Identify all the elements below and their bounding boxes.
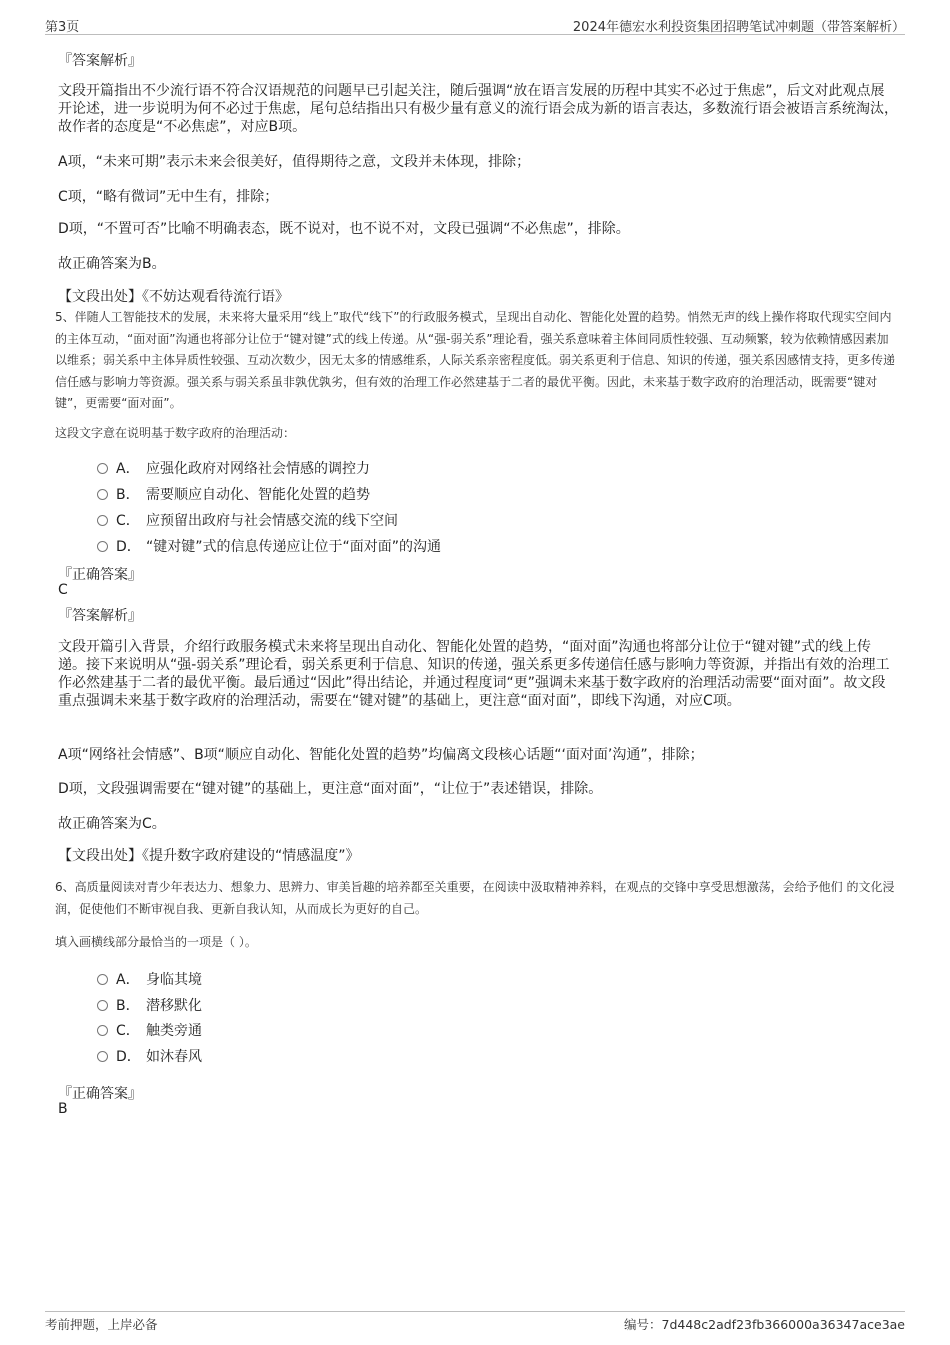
q5-stem: 5、伴随人工智能技术的发展，未来将大量采用“线上”取代“线下”的行政服务模式，呈现出自动化、智能化处置的趋势。悄然无声的线上操作将取代现实空间内的主体互动，“面对面”沟通也将部分让位于“键对键”式的线上传递。从“强-弱关系”理论看，强关系意味着主体间同质性较强、互动频繁，较为依赖情感因素加以维系；弱关系中主体异质性较强、互动次数少，因无太多的情感维系，人际关系亲密程度低。弱关系更利于信息、知识的传递，强关系因感情支持，更多传递信任感与影响力等资源。强关系与弱关系虽非孰优孰劣，但有效的治理工作必然建基于二者的最优平衡。因此，未来基于数字政府的治理活动，既需要“键对键”，更需要“面对面”。 [55, 310, 896, 410]
radio-icon[interactable] [97, 974, 108, 985]
q5-conclusion: 故正确答案为C。 [58, 816, 166, 832]
q4-source: 【文段出处】《不妨达观看待流行语》 [58, 289, 289, 305]
radio-icon[interactable] [97, 489, 108, 500]
footer-slogan: 考前押题，上岸必备 [45, 1317, 158, 1332]
q6-option-b[interactable]: B． 潜移默化 [97, 995, 202, 1015]
radio-icon[interactable] [97, 1000, 108, 1011]
q6-option-c[interactable]: C． 触类旁通 [97, 1020, 202, 1040]
page-footer [45, 1311, 905, 1334]
page-number: 第3页 [45, 20, 80, 35]
q5-answer: C [58, 582, 68, 598]
q4-note-a: A项，“未来可期”表示未来会很美好，值得期待之意，文段并未体现，排除； [58, 154, 531, 170]
q5-source: 【文段出处】《提升数字政府建设的“情感温度”》 [58, 848, 360, 864]
q4-note-d: D项，“不置可否”比喻不明确表态，既不说对，也不说不对，文段已强调“不必焦虑”，排除。 [58, 221, 630, 237]
q5-note-d: D项，文段强调需要在“键对键”的基础上，更注意“面对面”，“让位于”表述错误，排除。 [58, 781, 603, 797]
q6-prompt: 填入画横线部分最恰当的一项是（ ）。 [55, 935, 257, 949]
q5-analysis-label: 『答案解析』 [58, 608, 142, 624]
q5-option-d[interactable]: D． “键对键”式的信息传递应让位于“面对面”的沟通 [97, 536, 441, 556]
q4-note-c: C项，“略有微词”无中生有，排除； [58, 189, 279, 205]
radio-icon[interactable] [97, 1025, 108, 1036]
q4-conclusion: 故正确答案为B。 [58, 256, 166, 272]
q5-option-a[interactable]: A． 应强化政府对网络社会情感的调控力 [97, 458, 370, 478]
radio-icon[interactable] [97, 541, 108, 552]
document-title: 2024年德宏水利投资集团招聘笔试冲刺题（带答案解析） [572, 20, 905, 35]
footer-serial: 编号：7d448c2adf23fb366000a36347ace3ae [624, 1317, 905, 1332]
page-header [45, 14, 905, 35]
q6-answer-label: 『正确答案』 [58, 1086, 142, 1102]
q6-answer: B [58, 1101, 68, 1117]
q5-answer-label: 『正确答案』 [58, 567, 142, 583]
q6-option-a[interactable]: A． 身临其境 [97, 969, 202, 989]
q4-analysis-label: 『答案解析』 [58, 53, 142, 69]
q5-note-ab: A项“网络社会情感”、B项“顺应自动化、智能化处置的趋势”均偏离文段核心话题“‘面对面’沟通”，排除； [58, 747, 704, 763]
radio-icon[interactable] [97, 515, 108, 526]
q5-option-b[interactable]: B． 需要顺应自动化、智能化处置的趋势 [97, 484, 370, 504]
radio-icon[interactable] [97, 463, 108, 474]
q4-analysis: 文段开篇指出不少流行语不符合汉语规范的问题早已引起关注，随后强调“放在语言发展的历程中其实不必过于焦虑”，后文对此观点展开论述，进一步说明为何不必过于焦虑，尾句总结指出只有极少量有意义的流行语会成为新的语言表达，多数流行语会被语言系统淘汰，故作者的态度是“不必焦虑”，对应B项。 [58, 83, 898, 135]
q6-option-d[interactable]: D． 如沐春风 [97, 1046, 202, 1066]
q6-stem: 6、高质量阅读对青少年表达力、想象力、思辨力、审美旨趣的培养都至关重要，在阅读中汲取精神养料，在观点的交锋中享受思想激荡，会给予他们 的文化浸润，促使他们不断审视自我、更新自我认知，从而成长为更好的自己。 [55, 880, 895, 916]
q5-prompt: 这段文字意在说明基于数字政府的治理活动： [55, 426, 296, 440]
q5-analysis: 文段开篇引入背景，介绍行政服务模式未来将呈现出自动化、智能化处置的趋势，“面对面”沟通也将部分让位于“键对键”式的线上传递。接下来说明从“强-弱关系”理论看，弱关系更利于信息、知识的传递，强关系更多传递信任感与影响力等资源，并指出有效的治理工作必然建基于二者的最优平衡。最后通过“因此”得出结论，并通过程度词“更”强调未来基于数字政府的治理活动需要“面对面”。故文段重点强调未来基于数字政府的治理活动，需要在“键对键”的基础上，更注意“面对面”，即线下沟通，对应C项。 [58, 639, 890, 709]
q5-option-c[interactable]: C． 应预留出政府与社会情感交流的线下空间 [97, 510, 398, 530]
radio-icon[interactable] [97, 1051, 108, 1062]
